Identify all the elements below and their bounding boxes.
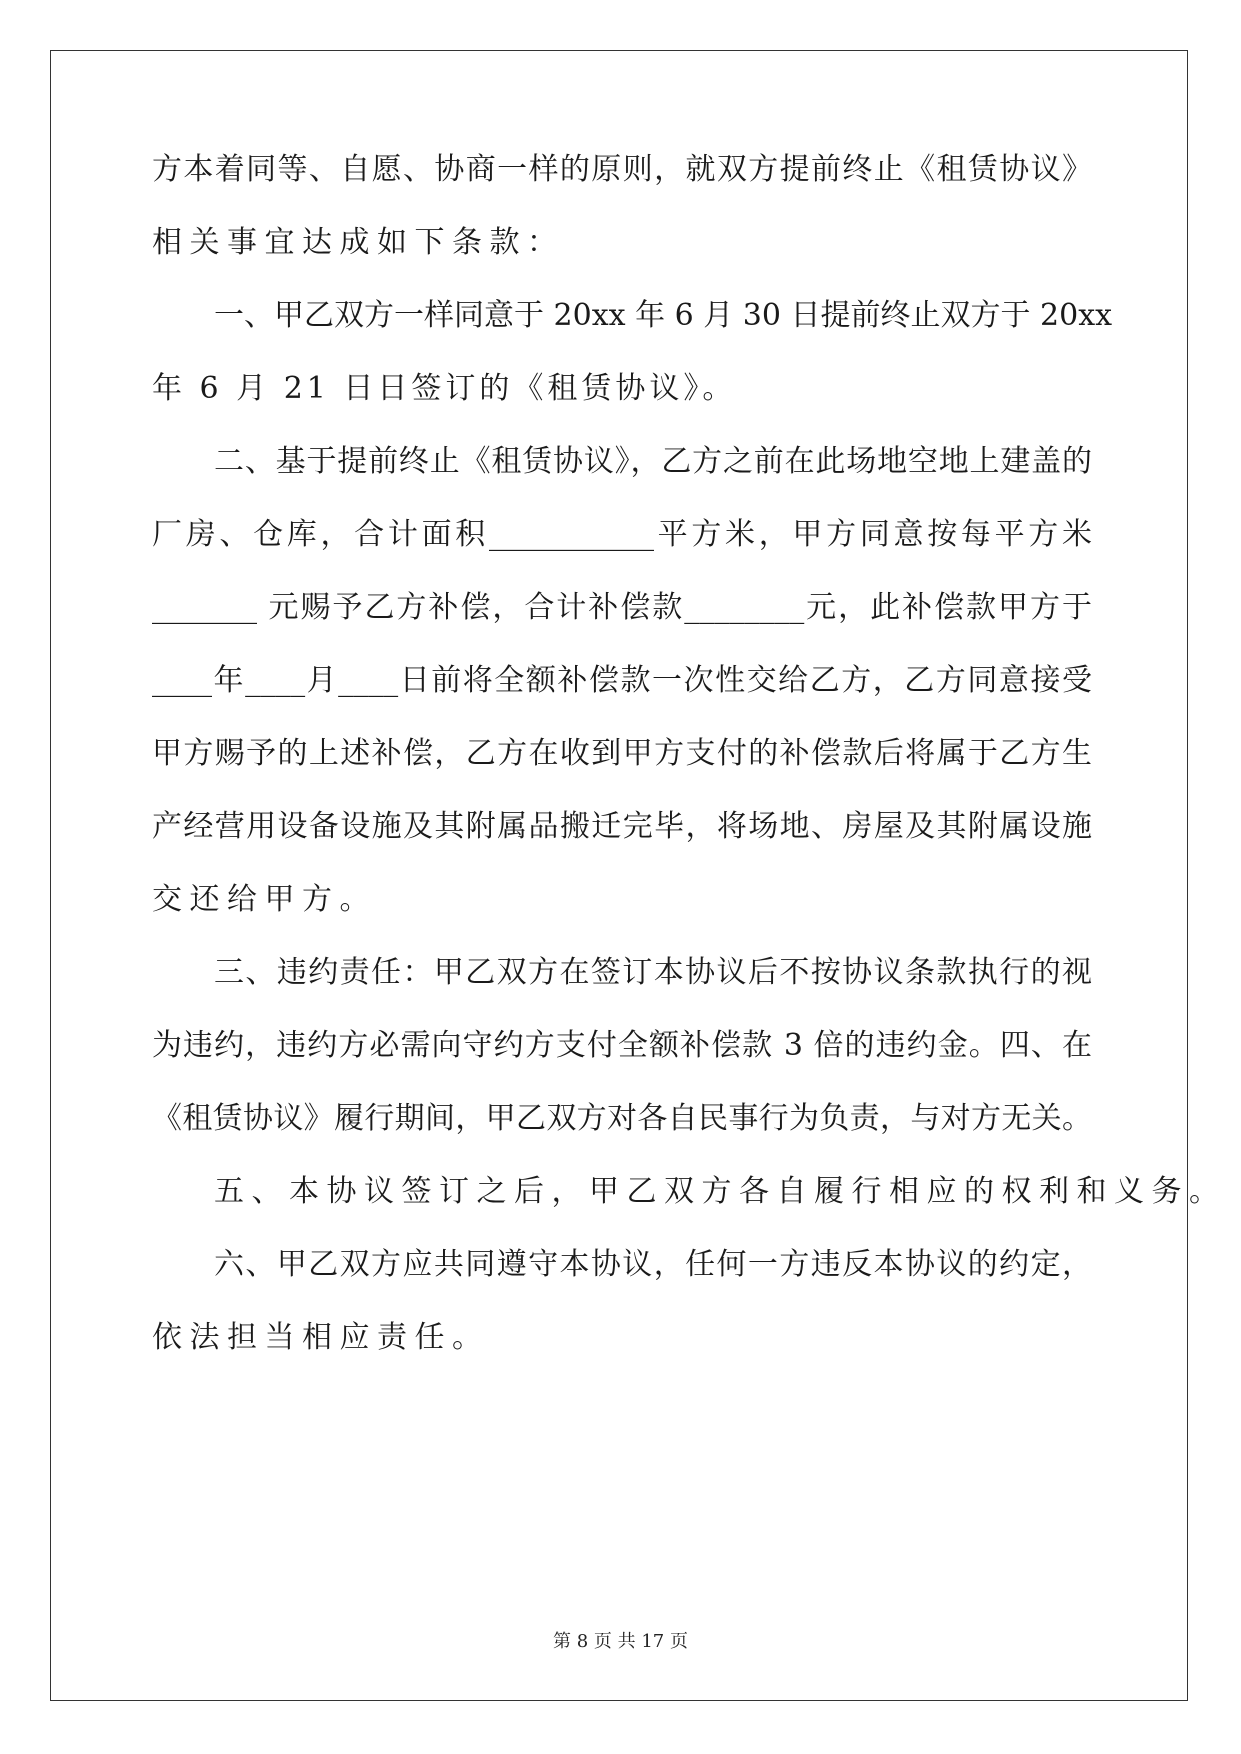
text-line: 为违约，违约方必需向守约方支付全额补偿款 3 倍的违约金。四、在 bbox=[152, 1028, 1092, 1063]
paragraph-3-start: 三、违约责任：甲乙双方在签订本协议后不按协议条款执行的视 bbox=[214, 955, 1092, 990]
text-line: 方本着同等、自愿、协商一样的原则，就双方提前终止《租赁协议》 bbox=[152, 152, 1092, 187]
paragraph-2-start: 二、基于提前终止《租赁协议》，乙方之前在此场地空地上建盖的 bbox=[214, 444, 1092, 479]
text-line: 《租赁协议》履行期间，甲乙双方对各自民事行为负责，与对方无关。 bbox=[152, 1101, 1092, 1136]
paragraph-5-start: 五、本协议签订之后，甲乙双方各自履行相应的权利和义务。 bbox=[214, 1174, 1227, 1209]
text-line: 交还给甲方。 bbox=[152, 882, 377, 917]
text-line: 甲方赐予的上述补偿，乙方在收到甲方支付的补偿款后将属于乙方生 bbox=[152, 736, 1092, 771]
paragraph-1-start: 一、甲乙双方一样同意于 20xx 年 6 月 30 日提前终止双方于 20xx bbox=[214, 298, 1113, 333]
text-line: 厂房、仓库，合计面积___________平方米，甲方同意按每平方米 bbox=[152, 517, 1092, 552]
text-line: _______ 元赐予乙方补偿，合计补偿款________元，此补偿款甲方于 bbox=[152, 590, 1092, 625]
paragraph-6-start: 六、甲乙双方应共同遵守本协议，任何一方违反本协议的约定， bbox=[214, 1247, 1092, 1282]
text-line: 依法担当相应责任。 bbox=[152, 1320, 490, 1355]
text-line: ____年____月____日前将全额补偿款一次性交给乙方，乙方同意接受 bbox=[152, 663, 1092, 698]
page-number-footer: 第 8 页 共 17 页 bbox=[553, 1631, 688, 1652]
text-line: 相关事宜达成如下条款： bbox=[152, 225, 565, 260]
text-line: 产经营用设备设施及其附属品搬迁完毕，将场地、房屋及其附属设施 bbox=[152, 809, 1092, 844]
text-line: 年 6 月 21 日日签订的《租赁协议》。 bbox=[152, 371, 737, 406]
